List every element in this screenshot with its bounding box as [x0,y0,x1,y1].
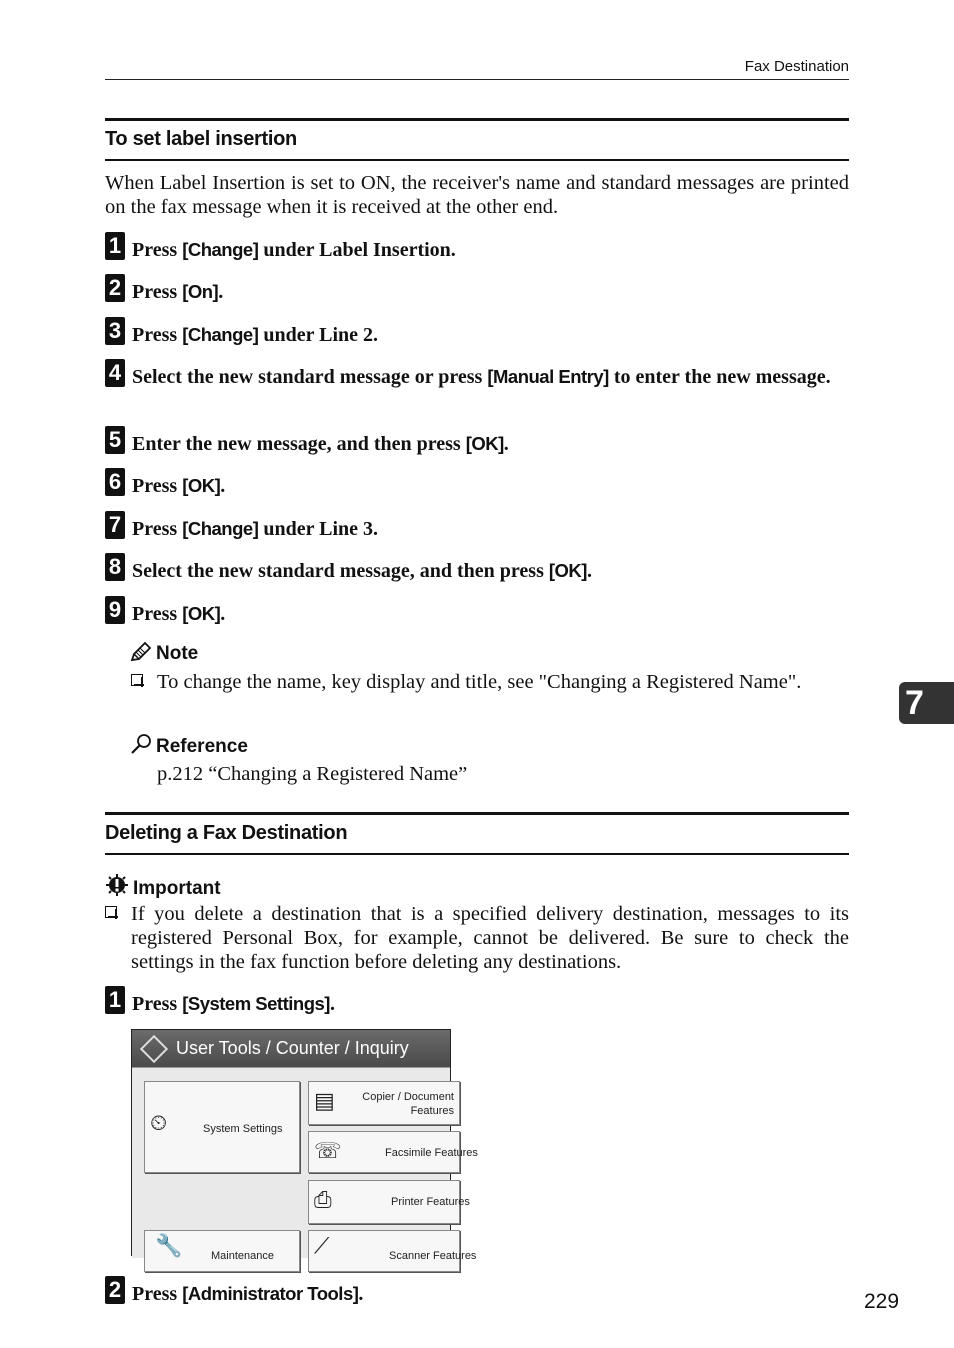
step-text: Select the new standard message, and then press [OK]. [132,560,592,582]
pencil-icon [130,642,152,662]
user-tools-screenshot [131,1029,478,1262]
note-heading: Note [130,642,198,665]
screen-title: User Tools / Counter / Inquiry [176,1038,409,1058]
facsimile-features-button[interactable]: ☏ Facsimile Features [308,1131,460,1173]
page-number: 229 [864,1290,900,1313]
step-text: Press [Change] under Line 2. [132,324,379,346]
step-number: 6 [105,468,125,496]
maintenance-button[interactable]: 🔧 Maintenance [144,1230,300,1272]
step-text: Press [OK]. [132,603,226,625]
section-title: To set label insertion [105,128,297,150]
scanner-icon: ⟋ [314,1233,330,1258]
step-number: 7 [105,511,125,539]
screen-body [132,1067,478,1262]
step-text: Press [Administrator Tools]. [132,1283,364,1305]
header-rule [105,79,849,80]
section-heading-label-insertion [105,118,849,161]
copier-features-button[interactable]: ▤ Copier / Document Features [308,1081,460,1125]
checkbox-bullet-icon [105,906,117,918]
step-number: 1 [105,986,125,1014]
printer-icon: ⎙ [314,1187,332,1212]
key-label: [OK] [182,603,221,624]
screen-title-bar [132,1030,450,1067]
key-label: [OK] [465,433,504,454]
clock-icon: ⏲ [150,1110,168,1135]
key-label: [On] [182,281,219,302]
step-number: 9 [105,596,125,624]
scanner-features-button[interactable]: ⟋ Scanner Features [308,1230,460,1272]
printer-features-button[interactable]: ⎙ Printer Features [308,1180,460,1224]
reference-heading: Reference [130,733,248,758]
section-title: Deleting a Fax Destination [105,822,348,844]
step-number: 4 [105,359,125,387]
intro-paragraph: When Label Insertion is set to ON, the receiver's name and standard messages are printed on the fax message when it is received at the other end. [105,172,849,218]
note-item: To change the name, key display and title, see "Changing a Registered Name". [131,670,849,694]
step-number: 5 [105,426,125,454]
user-tools-icon [140,1035,168,1063]
key-label: [System Settings] [182,993,330,1014]
important-heading: Important [105,873,221,900]
step-text: Enter the new message, and then press [OK]. [132,433,509,455]
fax-icon: ☏ [314,1138,342,1163]
step-text: Press [On]. [132,281,224,303]
step-number: 3 [105,317,125,345]
running-header: Fax Destination [744,58,849,75]
step-text: Press [OK]. [132,475,226,497]
key-label: [Change] [182,324,259,345]
step-text: Select the new standard message or press [Manual Entry] to enter the new message. [132,366,831,388]
reference-text: p.212 “Changing a Registered Name” [157,763,468,785]
key-label: [Administrator Tools] [182,1283,359,1304]
step-text: Press [Change] under Label Insertion. [132,239,456,261]
step-text: Press [Change] under Line 3. [132,518,379,540]
system-settings-button[interactable]: ⏲ System Settings [144,1081,300,1173]
wrench-icon: 🔧 [155,1233,183,1258]
section-heading-deleting [105,812,849,855]
step-number: 2 [105,1276,125,1304]
magnifier-icon [130,733,152,755]
step-number: 2 [105,274,125,302]
step-number: 8 [105,553,125,581]
step-number: 1 [105,232,125,260]
chapter-tab: 7 [899,682,954,724]
key-label: [OK] [548,560,587,581]
key-label: [Change] [182,518,259,539]
important-icon [105,873,129,897]
key-label: [Change] [182,239,259,260]
key-label: [OK] [182,475,221,496]
important-item: If you delete a destination that is a specified delivery destination, messages to its registered Personal Box, for example, cannot be delivered. Be sure to check the settings in the fax function before deleting any destinations. [105,902,849,974]
copier-icon: ▤ [314,1088,335,1113]
step-text: Press [System Settings]. [132,993,335,1015]
checkbox-bullet-icon [131,674,143,686]
key-label: [Manual Entry] [487,366,609,387]
